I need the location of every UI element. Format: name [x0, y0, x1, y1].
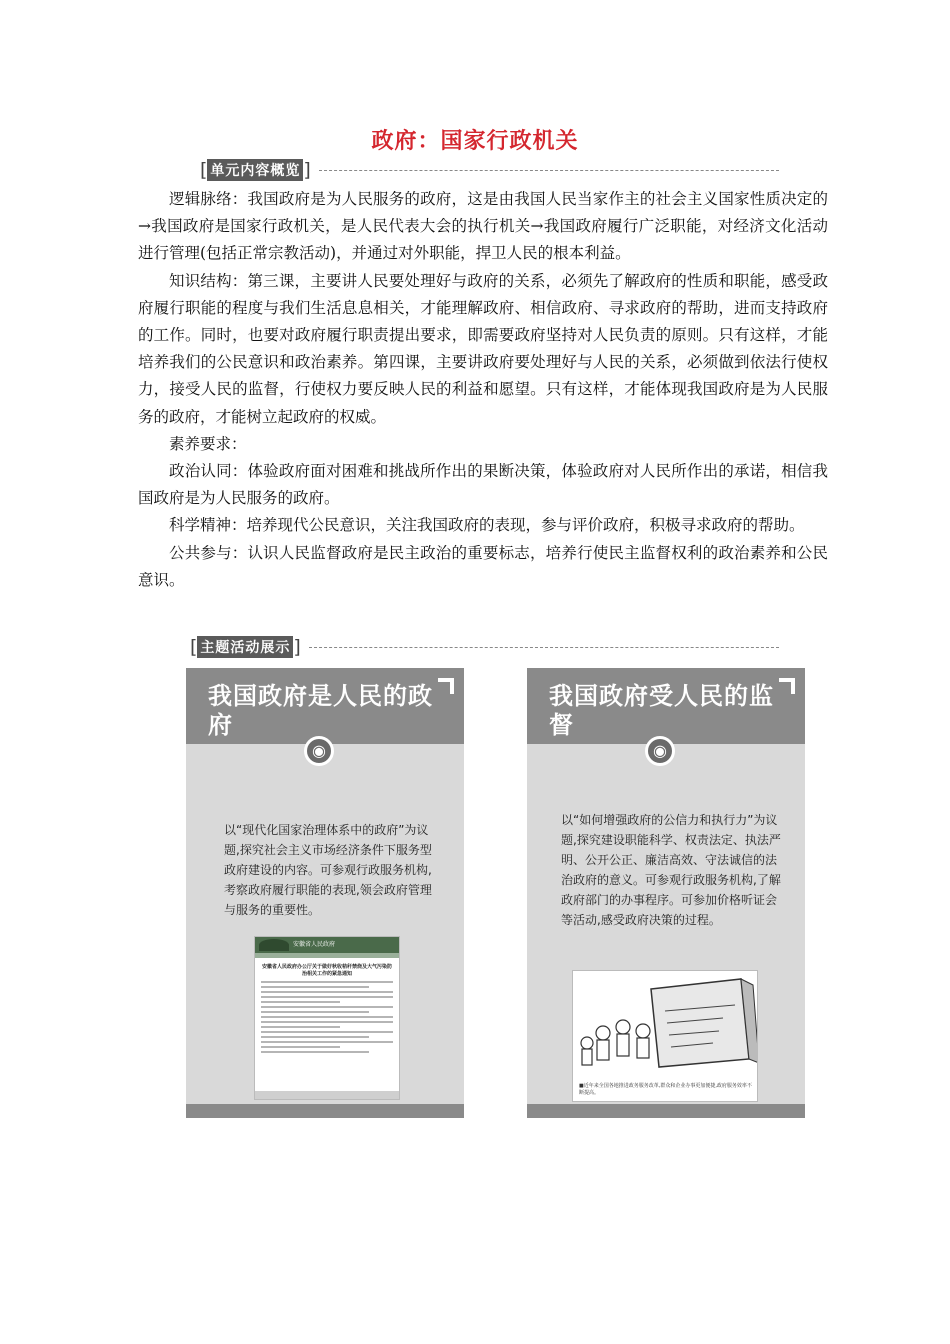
- text-line: [261, 1006, 393, 1008]
- corner-mark-icon: [779, 678, 795, 694]
- cartoon-illustration: [572, 970, 758, 1102]
- paragraph-public-participation: 公共参与：认识人民监督政府是民主政治的重要标志，培养行使民主监督权利的政治素养和公民意识。: [138, 543, 828, 589]
- paragraph-scientific-spirit: 科学精神：培养现代公民意识，关注我国政府的表现，参与评价政府，积极寻求政府的帮助。: [169, 516, 805, 535]
- webpage-footer: [255, 1091, 399, 1099]
- webpage-header: [255, 937, 399, 953]
- section-label: 主题活动展示: [197, 636, 293, 658]
- panel-description: 以“如何增强政府的公信力和执行力”为议题,探究建设职能科学、权责法定、执法严明、公开公正、廉洁高效、守法诚信的法治政府的意义。可参观行政服务机构,了解政府部门的办事程序。可参加价格听证会等活动,感受政府决策的过程。: [561, 813, 781, 927]
- landscape-logo-icon: [259, 939, 289, 951]
- corner-mark-icon: [438, 678, 454, 694]
- dashed-rule: [319, 170, 779, 171]
- text-line: [261, 981, 393, 983]
- paragraph-political-identity: 政治认同：体验政府面对困难和挑战所作出的果断决策，体验政府对人民所作出的承诺，相信我国政府是为人民服务的政府。: [138, 462, 828, 508]
- text-line: [261, 1046, 340, 1048]
- panel-description: 以“现代化国家治理体系中的政府”为议题,探究社会主义市场经济条件下服务型政府建设的内容。可参观行政服务机构,考察政府履行职能的表现,领会政府管理与服务的重要性。: [224, 823, 432, 917]
- dashed-rule: [309, 647, 779, 648]
- text-line: [261, 1041, 393, 1043]
- page-title: 政府：国家行政机关: [371, 128, 579, 154]
- panel-title: 我国政府受人民的监督: [549, 682, 774, 739]
- cartoon-caption: ■近年来全国各地推进政务服务改革,群众和企业办事更加便捷,政府服务效率不断提高。: [579, 1083, 752, 1096]
- activity-panel-left: [186, 668, 464, 1118]
- body-text: [138, 186, 828, 594]
- panel-bottom-bar: [527, 1104, 805, 1118]
- panel-title: 我国政府是人民的政府: [208, 682, 433, 739]
- text-line: [261, 1011, 369, 1013]
- globe-icon: ◉: [645, 736, 675, 766]
- text-line: [261, 996, 393, 998]
- paragraph-literacy-heading: 素养要求：: [169, 434, 247, 453]
- paragraph-logic: 逻辑脉络：我国政府是为人民服务的政府，这是由我国人民当家作主的社会主义国家性质决定的→我国政府是国家行政机关，是人民代表大会的执行机关→我国政府履行广泛职能，对经济文化活动进行管理(包括正常宗教活动)，并通过对外职能，捍卫人民的根本利益。: [138, 190, 828, 263]
- text-line: [261, 1001, 340, 1003]
- section-header-activities: [190, 636, 779, 658]
- panel-bottom-bar: [186, 1104, 464, 1118]
- text-line: [261, 991, 393, 993]
- bracket-right: ]: [293, 636, 301, 658]
- section-header-overview: [200, 159, 779, 181]
- text-line: [261, 1016, 393, 1018]
- bracket-right: ]: [303, 159, 311, 181]
- text-line: [261, 1021, 393, 1023]
- webpage-document: [261, 964, 393, 1053]
- text-line: [261, 1036, 369, 1038]
- text-line: [261, 1031, 393, 1033]
- paragraph-structure: 知识结构：第三课，主要讲人民要处理好与政府的关系，必须先了解政府的性质和职能，感受政府履行职能的程度与我们生活息息相关，才能理解政府、相信政府、寻求政府的帮助，进而支持政府的工作。同时，也要对政府履行职责提出要求，即需要政府坚持对人民负责的原则。只有这样，才能培养我们的公民意识和政治素养。第四课，主要讲政府要处理好与人民的关系，必须做到依法行使权力，接受人民的监督，行使权力要反映人民的利益和愿望。只有这样，才能体现我国政府是为人民服务的政府，才能树立起政府的权威。: [138, 271, 828, 426]
- government-webpage-thumbnail: [254, 936, 400, 1100]
- bracket-left: [: [200, 159, 208, 181]
- bracket-left: [: [190, 636, 198, 658]
- section-label: 单元内容概览: [207, 159, 303, 181]
- text-line: [261, 1051, 369, 1053]
- webpage-site-name: 安徽省人民政府: [293, 941, 336, 948]
- webpage-doc-title: 安徽省人民政府办公厅关于做好秋收秸秆禁烧及大气污染防治相关工作的紧急通知: [261, 964, 392, 977]
- webpage-nav: [255, 953, 399, 958]
- activity-panel-right: [527, 668, 805, 1118]
- text-line: [261, 986, 369, 988]
- text-line: [261, 1026, 340, 1028]
- globe-icon: ◉: [304, 736, 334, 766]
